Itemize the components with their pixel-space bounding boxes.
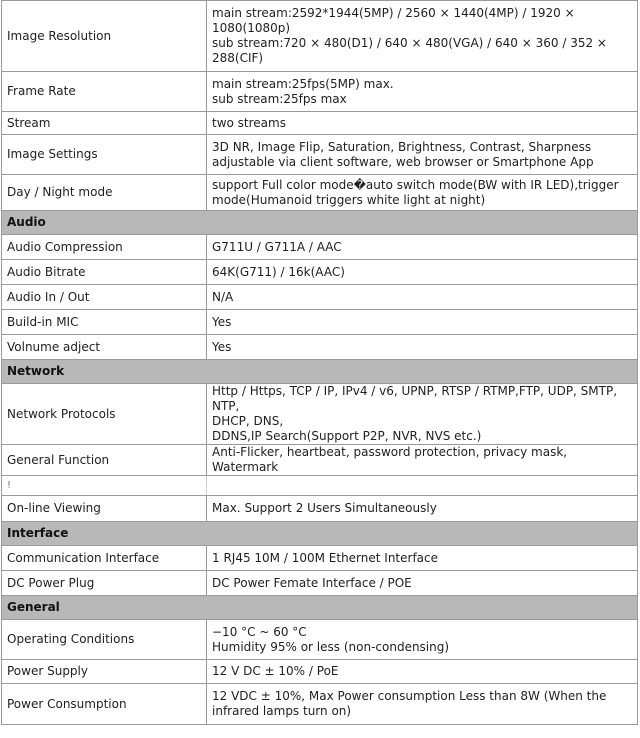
spec-value: support Full color mode�auto switch mode(BW with IR LED),trigger mode(Humanoid triggers white light at night) (207, 175, 638, 211)
section-title: Interface (2, 522, 638, 546)
spec-label: Image Resolution (2, 1, 207, 72)
spec-row (2, 546, 638, 571)
spec-label: DC Power Plug (2, 571, 207, 596)
spec-label: Communication Interface (2, 546, 207, 571)
spec-label: Stream (2, 112, 207, 135)
spec-label: ! (2, 476, 207, 496)
spec-value: 12 VDC ± 10%, Max Power consumption Less than 8W (When the infrared lamps turn on) (207, 684, 638, 725)
spec-value: −10 °C ~ 60 °C Humidity 95% or less (non-condensing) (207, 620, 638, 660)
spec-value: Http / Https, TCP / IP, IPv4 / v6, UPNP, RTSP / RTMP,FTP, UDP, SMTP, NTP, DHCP, DNS, DDNS,IP Search(Support P2P, NVR, NVS etc.) (207, 384, 638, 445)
spec-row (2, 620, 638, 660)
spec-row (2, 445, 638, 476)
spec-label: Network Protocols (2, 384, 207, 445)
spec-label: General Function (2, 445, 207, 476)
spec-table (1, 0, 638, 725)
spec-label: On-line Viewing (2, 496, 207, 522)
spec-row (2, 571, 638, 596)
spec-row (2, 496, 638, 522)
spec-row (2, 72, 638, 112)
spec-row (2, 175, 638, 211)
section-title: Audio (2, 211, 638, 235)
spec-value: DC Power Femate Interface / POE (207, 571, 638, 596)
spec-value: main stream:2592*1944(5MP) / 2560 × 1440(4MP) / 1920 × 1080(1080p) sub stream:720 × 480(D1) / 640 × 480(VGA) / 640 × 360 / 352 × 288(CIF) (207, 1, 638, 72)
spec-value: 3D NR, Image Flip, Saturation, Brightness, Contrast, Sharpness adjustable via client software, web browser or Smartphone App (207, 135, 638, 175)
spec-row (2, 112, 638, 135)
spec-row (2, 476, 638, 496)
spec-label: Build-in MIC (2, 310, 207, 335)
spec-row (2, 260, 638, 285)
spec-value: Yes (207, 335, 638, 360)
spec-value: Max. Support 2 Users Simultaneously (207, 496, 638, 522)
spec-value: 64K(G711) / 16k(AAC) (207, 260, 638, 285)
section-header (2, 596, 638, 620)
section-title: General (2, 596, 638, 620)
spec-value: 12 V DC ± 10% / PoE (207, 660, 638, 684)
spec-label: Day / Night mode (2, 175, 207, 211)
spec-row (2, 660, 638, 684)
spec-value: Anti-Flicker, heartbeat, password protection, privacy mask, Watermark (207, 445, 638, 476)
spec-row (2, 285, 638, 310)
spec-label: Power Consumption (2, 684, 207, 725)
spec-row (2, 335, 638, 360)
section-header (2, 211, 638, 235)
spec-value: 1 RJ45 10M / 100M Ethernet Interface (207, 546, 638, 571)
spec-value: N/A (207, 285, 638, 310)
spec-value: Yes (207, 310, 638, 335)
section-header (2, 360, 638, 384)
spec-table-body (2, 1, 638, 725)
spec-label: Audio Compression (2, 235, 207, 260)
spec-value: G711U / G711A / AAC (207, 235, 638, 260)
spec-label: Operating Conditions (2, 620, 207, 660)
spec-label: Audio Bitrate (2, 260, 207, 285)
spec-label: Volnume adject (2, 335, 207, 360)
spec-row (2, 1, 638, 72)
spec-row (2, 310, 638, 335)
spec-label: Frame Rate (2, 72, 207, 112)
spec-value: two streams (207, 112, 638, 135)
spec-row (2, 235, 638, 260)
section-title: Network (2, 360, 638, 384)
spec-label: Audio In / Out (2, 285, 207, 310)
spec-row (2, 684, 638, 725)
section-header (2, 522, 638, 546)
spec-row (2, 135, 638, 175)
spec-label: Power Supply (2, 660, 207, 684)
spec-label: Image Settings (2, 135, 207, 175)
spec-row (2, 384, 638, 445)
spec-value (207, 476, 638, 496)
spec-value: main stream:25fps(5MP) max. sub stream:25fps max (207, 72, 638, 112)
